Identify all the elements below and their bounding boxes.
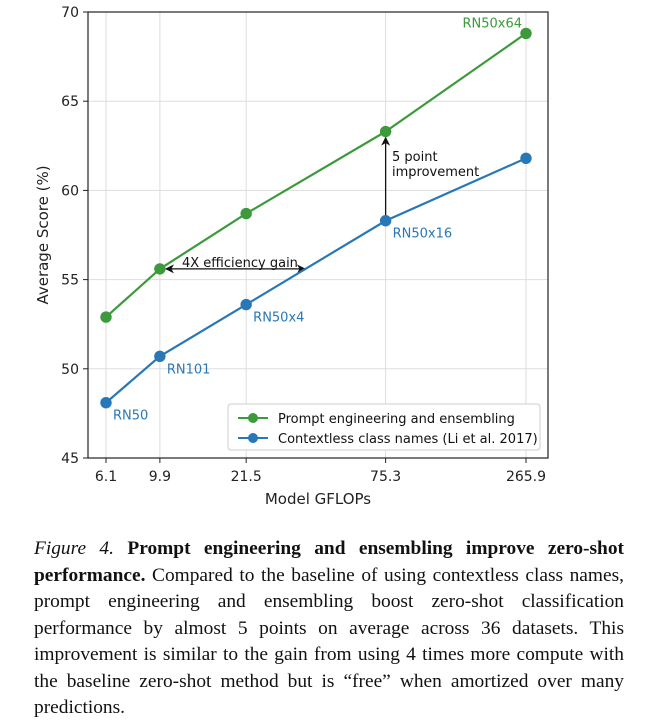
series-0-point <box>521 28 531 38</box>
point-label: RN50 <box>113 408 149 424</box>
series-0-point <box>241 208 251 218</box>
improvement-label-line1: 5 point <box>392 150 438 165</box>
point-label: RN101 <box>166 362 211 378</box>
legend-label-prompt: Prompt engineering and ensembling <box>278 412 515 427</box>
series-0-point <box>380 126 390 136</box>
series-1-point <box>521 153 531 163</box>
improvement-label-line2: improvement <box>392 165 480 180</box>
series-1-point <box>380 216 390 226</box>
y-tick-label: 55 <box>61 272 79 289</box>
legend-label-contextless: Contextless class names (Li et al. 2017) <box>278 432 538 447</box>
legend <box>228 404 540 450</box>
series-1-point <box>101 397 111 407</box>
x-tick-label: 21.5 <box>230 469 262 485</box>
point-label: RN50x64 <box>462 16 522 32</box>
caption-body: Compared to the baseline of using contextless class names, prompt engineering and ensembling boost zero-shot classification performance by almost 5 points on average across 36 datasets. This improvement is similar to the gain from using 4 times more compute with the baseline zero-shot method but is “free” when amortized over many predictions. <box>34 564 624 718</box>
x-tick-label: 265.9 <box>505 469 547 485</box>
figure-number: Figure 4. <box>34 538 114 559</box>
plot-area <box>88 12 548 458</box>
y-tick-label: 50 <box>61 361 79 378</box>
x-tick-label: 75.3 <box>370 469 402 485</box>
x-tick-label: 6.1 <box>94 469 118 485</box>
point-label: RN50x16 <box>392 226 453 242</box>
x-tick-label: 9.9 <box>148 469 172 485</box>
x-axis-label: Model GFLOPs <box>264 490 372 508</box>
y-axis-label: Average Score (%) <box>34 165 52 305</box>
efficiency-gain-label: 4X efficiency gain <box>182 256 298 271</box>
series-1-point <box>241 299 251 309</box>
y-tick-label: 70 <box>61 5 79 21</box>
series-1-point <box>155 351 165 361</box>
series-0-point <box>101 312 111 322</box>
figure-caption <box>34 536 624 722</box>
figure-title: Prompt engineering and ensembling improve zero-shot performance. <box>34 538 624 586</box>
point-label: RN50x4 <box>253 310 305 326</box>
series-0-point <box>155 264 165 274</box>
y-tick-label: 60 <box>61 183 79 200</box>
y-tick-label: 45 <box>61 451 79 467</box>
y-tick-label: 65 <box>61 94 79 111</box>
legend-marker-prompt <box>248 413 258 423</box>
legend-marker-contextless <box>248 433 258 443</box>
